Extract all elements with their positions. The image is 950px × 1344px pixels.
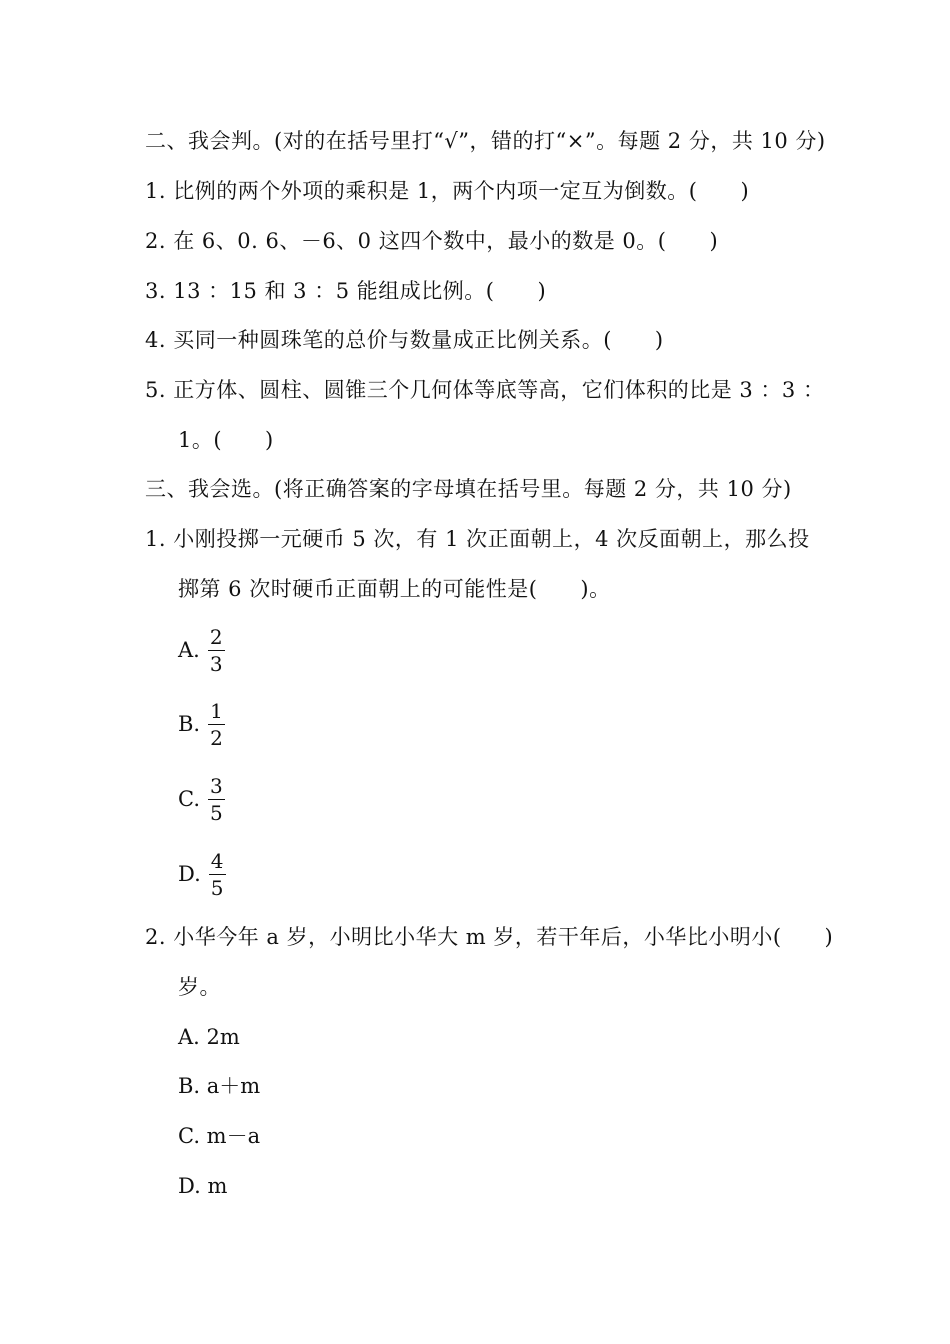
numerator: 1 (210, 698, 223, 723)
q2-option-a: A. 2m (178, 1025, 240, 1049)
judge-item-5-continued: 1。( ) (178, 428, 274, 452)
choice-q2-line1: 2. 小华今年 a 岁，小明比小华大 m 岁，若干年后，小华比小明小( ) (145, 925, 834, 949)
judge-item-3: 3. 13 ：15 和 3 ：5 能组成比例。( ) (145, 279, 547, 303)
choice-q2-line2: 岁。 (178, 975, 221, 999)
denominator: 2 (210, 725, 223, 750)
judge-item-2: 2. 在 6、0. 6、－6、0 这四个数中，最小的数是 0。( ) (145, 229, 719, 253)
q1-option-c (178, 772, 225, 826)
section3-heading: 三、我会选。(将正确答案的字母填在括号里。每题 2 分，共 10 分) (145, 477, 792, 501)
fraction (208, 700, 225, 749)
option-letter: B. (178, 712, 201, 736)
numerator: 3 (210, 773, 223, 798)
option-letter: C. (178, 787, 200, 811)
numerator: 4 (210, 848, 224, 873)
numerator: 2 (209, 624, 223, 649)
fraction (208, 775, 225, 824)
q1-option-b (178, 697, 225, 751)
denominator: 5 (210, 800, 223, 825)
denominator: 5 (210, 875, 224, 900)
denominator: 3 (209, 651, 223, 676)
judge-item-4: 4. 买同一种圆珠笔的总价与数量成正比例关系。( ) (145, 328, 664, 352)
option-letter: A. (178, 638, 200, 662)
q1-option-a (178, 623, 225, 677)
judge-item-5: 5. 正方体、圆柱、圆锥三个几何体等底等高，它们体积的比是 3 ：3 ： (145, 378, 825, 402)
choice-q1-line2: 掷第 6 次时硬币正面朝上的可能性是( )。 (178, 577, 611, 601)
q2-option-c: C. m－a (178, 1124, 261, 1148)
q1-option-d (178, 847, 226, 901)
choice-q1-line1: 1. 小刚投掷一元硬币 5 次，有 1 次正面朝上，4 次反面朝上，那么投 (145, 527, 810, 551)
fraction (209, 850, 226, 899)
q2-option-d: D. m (178, 1174, 228, 1198)
fraction (208, 626, 225, 675)
section2-heading: 二、我会判。(对的在括号里打“√”，错的打“×”。每题 2 分，共 10 分) (145, 129, 826, 153)
option-letter: D. (178, 862, 201, 886)
q2-option-b: B. a＋m (178, 1074, 261, 1098)
judge-item-1: 1. 比例的两个外项的乘积是 1，两个内项一定互为倒数。( ) (145, 179, 750, 203)
